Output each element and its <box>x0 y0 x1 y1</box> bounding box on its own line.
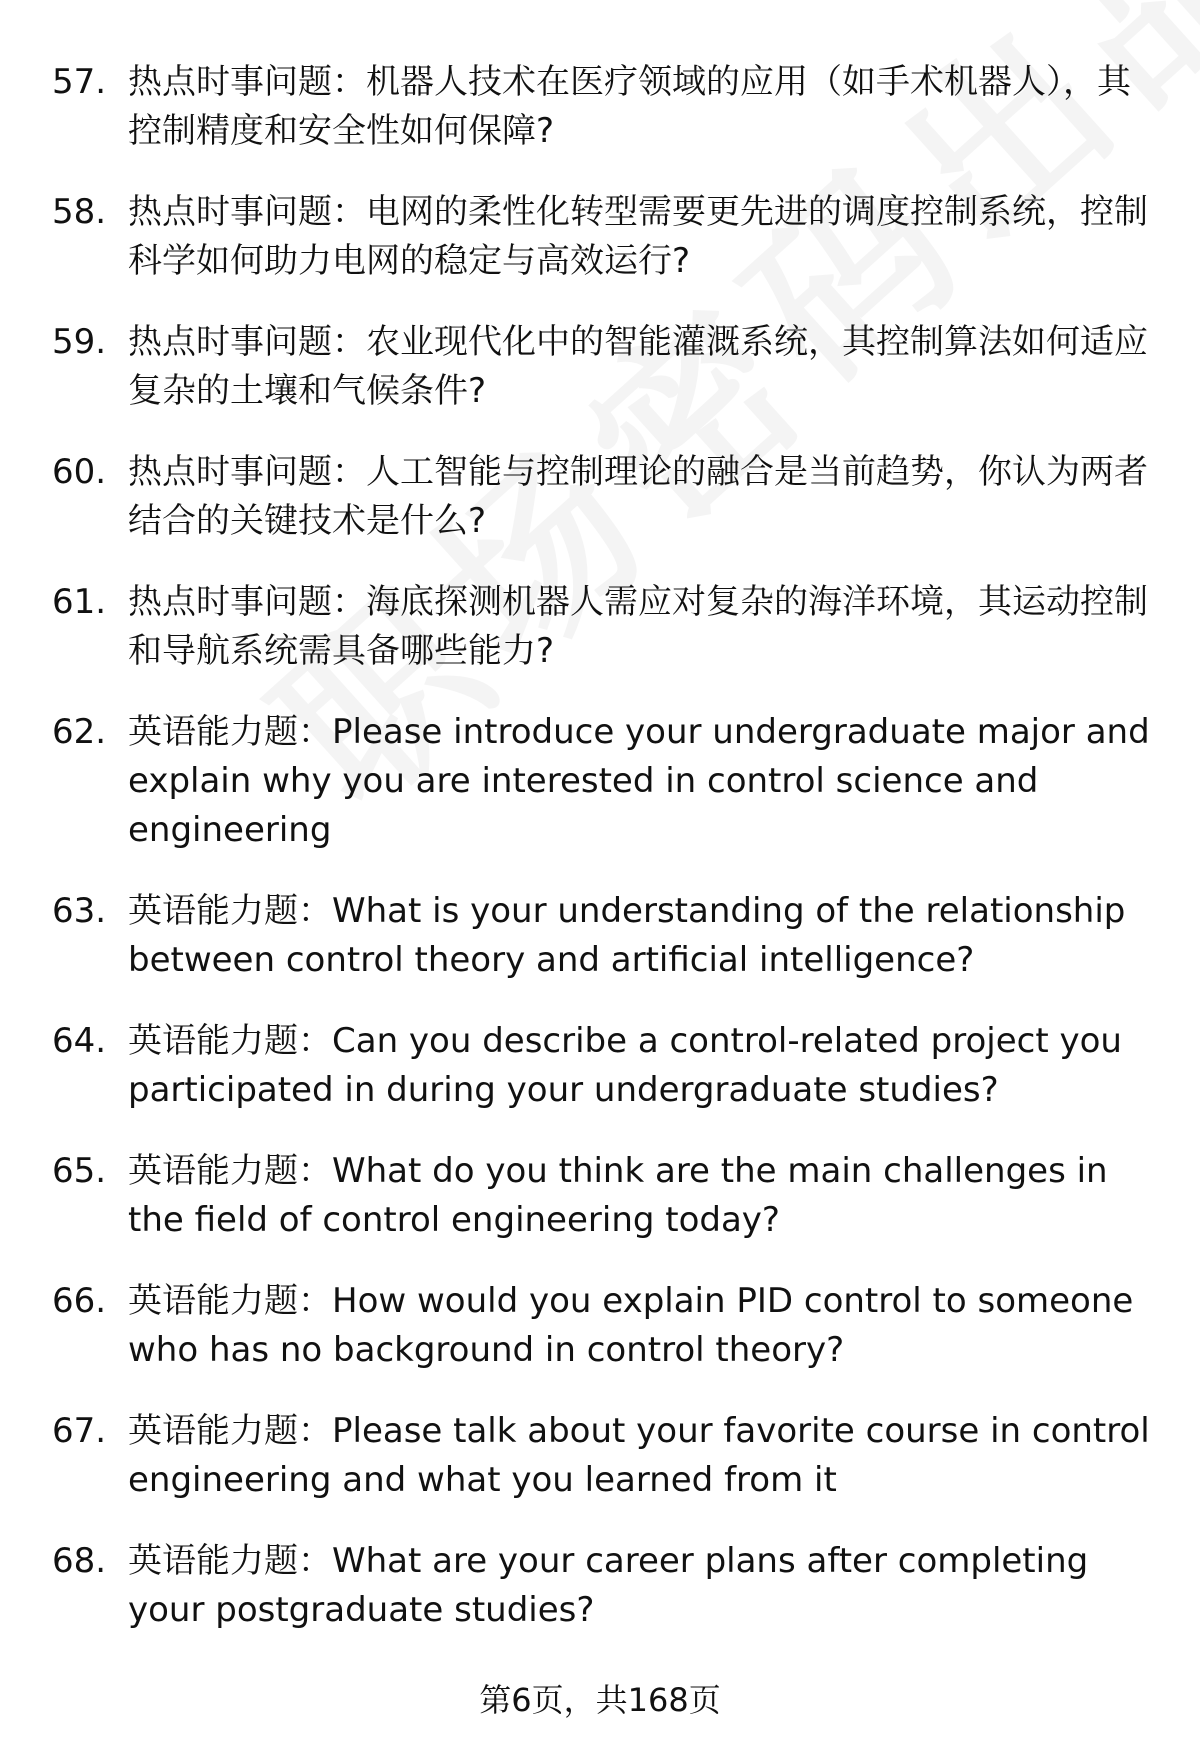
question-number: 67. <box>52 1411 107 1451</box>
question-item-68 <box>52 1537 1152 1635</box>
question-item-66 <box>52 1277 1152 1375</box>
question-text: 热点时事问题：人工智能与控制理论的融合是当前趋势，你认为两者结合的关键技术是什么? <box>128 452 1148 541</box>
question-text: 英语能力题：How would you explain PID control to someone who has no background in control theory? <box>128 1281 1134 1370</box>
question-number: 60. <box>52 452 107 492</box>
question-text: 热点时事问题：海底探测机器人需应对复杂的海洋环境，其运动控制和导航系统需具备哪些能力? <box>128 582 1148 671</box>
question-number: 64. <box>52 1021 107 1061</box>
question-text: 热点时事问题：电网的柔性化转型需要更先进的调度控制系统，控制科学如何助力电网的稳定与高效运行? <box>128 192 1148 281</box>
question-item-62 <box>52 708 1152 855</box>
question-item-60 <box>52 448 1152 546</box>
question-number: 61. <box>52 582 107 622</box>
question-item-63 <box>52 887 1152 985</box>
question-list <box>52 58 1152 1635</box>
question-text: 英语能力题：What is your understanding of the relationship between control theory and artificial intelligence? <box>128 891 1126 980</box>
question-text: 热点时事问题：农业现代化中的智能灌溉系统，其控制算法如何适应复杂的土壤和气候条件? <box>128 322 1148 411</box>
question-text: 英语能力题：Can you describe a control-related project you participated in during your undergraduate studies? <box>128 1021 1122 1110</box>
question-number: 68. <box>52 1541 107 1581</box>
question-item-57 <box>52 58 1152 156</box>
question-number: 59. <box>52 322 107 362</box>
question-item-59 <box>52 318 1152 416</box>
page-footer <box>0 1680 1200 1720</box>
question-text: 热点时事问题：机器人技术在医疗领域的应用（如手术机器人），其控制精度和安全性如何保障? <box>128 62 1131 151</box>
question-text: 英语能力题：What do you think are the main challenges in the field of control engineering today? <box>128 1151 1108 1240</box>
question-number: 57. <box>52 62 107 102</box>
question-item-64 <box>52 1017 1152 1115</box>
question-item-61 <box>52 578 1152 676</box>
question-text: 英语能力题：Please introduce your undergraduate major and explain why you are interested in control science and engineering <box>128 712 1150 850</box>
question-item-65 <box>52 1147 1152 1245</box>
question-item-58 <box>52 188 1152 286</box>
question-number: 66. <box>52 1281 107 1321</box>
question-number: 63. <box>52 891 107 931</box>
question-text: 英语能力题：Please talk about your favorite course in control engineering and what you learned from it <box>128 1411 1150 1500</box>
question-number: 62. <box>52 712 107 752</box>
question-number: 65. <box>52 1151 107 1191</box>
question-item-67 <box>52 1407 1152 1505</box>
question-text: 英语能力题：What are your career plans after completing your postgraduate studies? <box>128 1541 1089 1630</box>
question-number: 58. <box>52 192 107 232</box>
page-number-label: 第6页，共168页 <box>479 1681 721 1719</box>
